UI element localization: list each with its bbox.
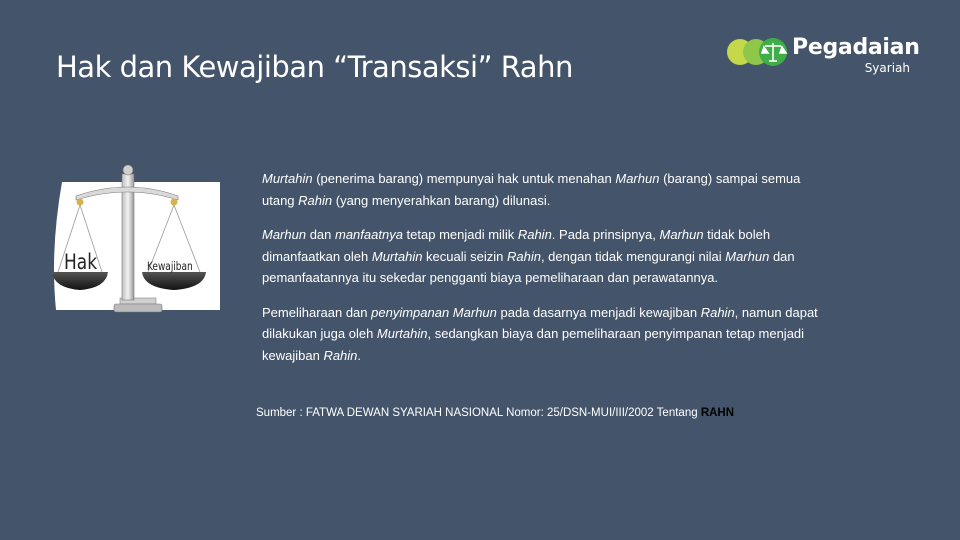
paragraph-segment: Marhun — [615, 171, 660, 186]
paragraph-segment: Rahin — [506, 248, 541, 264]
paragraph-segment: Marhun — [262, 227, 307, 242]
logo-brand-name: Pegadaian — [792, 35, 920, 60]
paragraph-1 — [262, 168, 822, 211]
scale-right-label: Kewajiban — [147, 261, 193, 274]
paragraph-segment: (penerima barang) mempunyai hak untuk menahan — [312, 171, 616, 186]
paragraph-segment: kecuali seizin — [422, 248, 507, 264]
paragraph-segment: Pemeliharaan dan — [262, 304, 372, 320]
source-citation — [256, 407, 734, 419]
slide-title: Hak dan Kewajiban “Transaksi” Rahn — [56, 50, 573, 84]
paragraph-segment: Murtahin — [376, 326, 428, 341]
paragraph-segment: . Pada prinsipnya, — [551, 227, 660, 242]
paragraph-segment: pada dasarnya menjadi kewajiban — [496, 304, 701, 320]
paragraph-segment: , sedangkan biaya dan pemeliharaan penyimpanan tetap menjadi kewajiban — [262, 326, 805, 363]
paragraph-segment: (barang) sampai semua utang — [262, 171, 801, 208]
paragraph-segment: penyimpanan Marhun — [371, 304, 497, 320]
logo-brand-sub: Syariah — [864, 61, 910, 75]
paragraph-segment: manfaatnya — [335, 227, 403, 242]
paragraph-segment: tetap menjadi milik — [402, 227, 518, 242]
source-text: Sumber : FATWA DEWAN SYARIAH NASIONAL Nomor: 25/DSN-MUI/III/2002 Tentang — [256, 407, 701, 419]
paragraph-segment: Rahin — [323, 347, 358, 363]
paragraph-3 — [262, 302, 822, 367]
pegadaian-syariah-logo — [726, 32, 920, 76]
paragraph-segment: dan — [306, 227, 335, 242]
source-bold: RAHN — [700, 407, 735, 419]
slide-body — [262, 168, 822, 379]
paragraph-segment: Rahin — [298, 192, 333, 208]
scale-logo-icon — [726, 35, 792, 71]
paragraph-segment: Marhun — [659, 227, 704, 242]
paragraph-segment: . — [357, 347, 362, 363]
scale-left-label: Hak — [64, 249, 98, 275]
paragraph-segment: Marhun — [725, 248, 770, 264]
balance-scale-image — [50, 160, 226, 320]
paragraph-segment: dan pemanfaatannya itu sekedar pengganti biaya pemeliharaan dan perawatannya. — [262, 248, 795, 285]
paragraph-segment: , namun dapat dilakukan juga oleh — [262, 304, 818, 341]
paragraph-segment: Rahin — [700, 304, 735, 320]
paragraph-segment: tidak boleh dimanfaatkan oleh — [262, 227, 771, 264]
paragraph-segment: Murtahin — [262, 171, 313, 186]
paragraph-2 — [262, 224, 822, 289]
paragraph-segment: Murtahin — [371, 248, 423, 264]
paragraph-segment: (yang menyerahkan barang) dilunasi. — [332, 192, 551, 208]
paragraph-segment: , dengan tidak mengurangi nilai — [540, 248, 726, 264]
paragraph-segment: Rahin — [517, 227, 552, 242]
